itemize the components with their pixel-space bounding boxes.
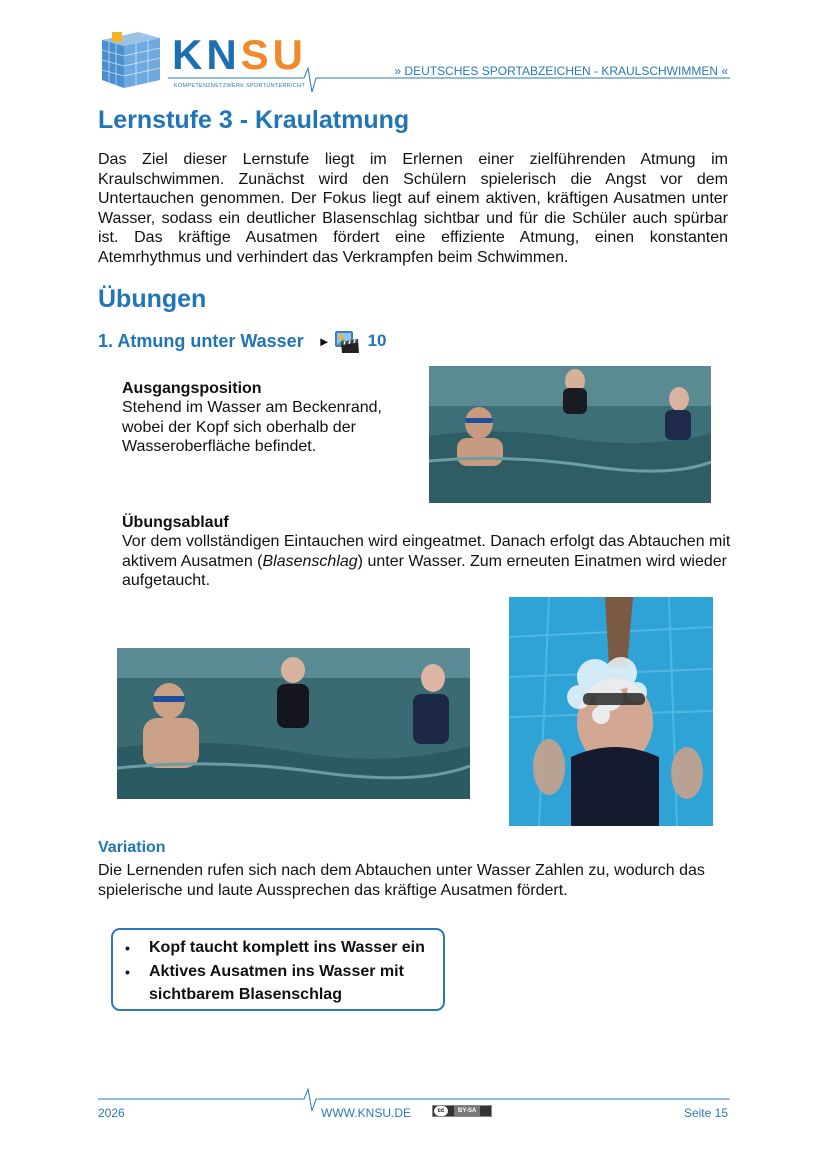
variation-title: Variation [98,839,166,856]
summary-box [111,928,445,1011]
document-title: » DEUTSCHES SPORTABZEICHEN - KRAULSCHWIMMEN « [394,64,728,78]
footer-pulse-line [98,1085,730,1115]
bullet-icon: • [125,964,130,980]
cc-license-badge[interactable] [432,1105,492,1117]
uebungsablauf-block [122,514,732,591]
exercise-heading [98,328,387,354]
cc-icon: cc [434,1106,448,1116]
ausgangsposition-text: Stehend im Wasser am Beckenrand, wobei der Kopf sich oberhalb der Wasseroberfläche befindet. [122,399,382,455]
video-clapperboard-icon[interactable] [332,328,360,354]
page-title: Lernstufe 3 - Kraulatmung [98,106,410,134]
play-icon[interactable]: ► [317,333,331,349]
photo-children-in-water [117,648,470,799]
exercise-title: 1. Atmung unter Wasser [98,330,304,351]
knsu-logo-cube [98,28,164,90]
section-heading: Übungen [98,285,207,313]
logo-subtitle: KOMPETENZNETZWERK SPORTUNTERRICHT [174,83,306,89]
photo-underwater-exhaling [509,597,713,826]
summary-list [125,936,443,1006]
variation-text: Die Lernenden rufen sich nach dem Abtauchen unter Wasser Zahlen zu, wodurch das spielerische und laute Aussprechen das kräftige Ausatmen fördert. [98,862,705,899]
summary-item: • Kopf taucht komplett ins Wasser ein [125,936,443,960]
bullet-icon: • [125,940,130,956]
uebungsablauf-text: Vor dem vollständigen Eintauchen wird eingeatmet. Danach erfolgt das Abtauchen mit aktivem Ausatmen (Blasenschlag) unter Wasser. Zum erneuten Einatmen wird wieder aufgetaucht. [122,533,731,589]
footer-website-link[interactable]: WWW.KNSU.DE [321,1106,411,1120]
video-number[interactable]: 10 [367,331,387,350]
summary-item: • Aktives Ausatmen ins Wasser mit sichtbarem Blasenschlag [125,960,443,1006]
photo-children-at-pool-edge [429,366,711,503]
footer-year: 2026 [98,1106,125,1120]
ausgangsposition-title: Ausgangsposition [122,380,262,397]
cc-license-label: BY-SA [454,1106,480,1116]
intro-paragraph: Das Ziel dieser Lernstufe liegt im Erlernen einer zielführenden Atmung im Kraulschwimmen. Zunächst wird den Schülern spielerisch die Angst vor dem Untertauchen genommen. Der Fokus liegt auf einem aktiven, kräftigen Ausatmen unter Wasser, sodass ein deutlicher Blasenschlag sichtbar und für die Schüler auch spürbar ist. Das kräftige Ausatmen fördert eine effiziente Atmung, einen konstanten Atemrhythmus und verhindert das Verkrampfen beim Schwimmen. [98,151,728,266]
page-number: Seite 15 [683,1106,728,1120]
uebungsablauf-title: Übungsablauf [122,514,229,531]
knsu-logo-text: KNSU [172,31,308,78]
ausgangsposition-block [122,380,412,457]
